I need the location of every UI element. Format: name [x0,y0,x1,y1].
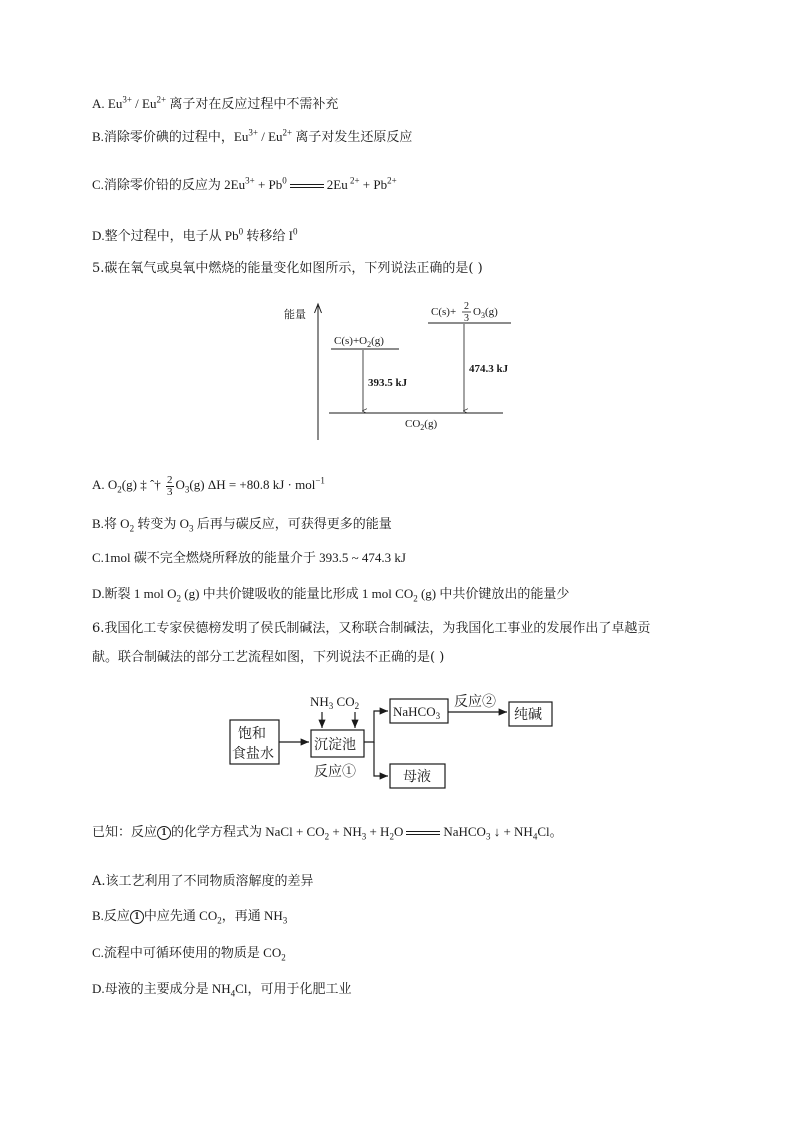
box-settling-tank [311,730,364,757]
q5-option-a: A. $O_2(g)$ ‡ ˆ† $\frac{2}{3}$ $O_3(g) \Delta H = +80.8$ kJ · mol$^{-1}$ [92,473,325,498]
label-reaction-1: 反应① [314,765,356,780]
box-mother-liquor [390,764,445,788]
label-c-o3: C(s)+ [431,306,457,318]
q6-option-b: B.反应 1 中应先通 $CO_2$，再通 $NH_3$ [92,908,288,926]
equals-arrow [290,184,324,188]
q4-option-c: C.消除零价铅的反应为 $2Eu^{3+} + Pb^0$ 2Eu $^{2+} + Pb^{2+}$ [92,175,397,192]
label-474: 474.3 kJ [469,363,509,375]
q5-option-b: B.将 $O_2$ 转变为 $O_3$ 后再与碳反应，可获得更多的能量 [92,516,392,534]
q6-option-a: A.该工艺利用了不同物质溶解度的差异 [92,874,314,889]
label-nh3-co2: $NH_3$ $CO_2$ [310,694,360,711]
svg-text:母液: 母液 [403,770,431,785]
energy-axis-label: 能量 [284,309,306,321]
svg-text:食盐水: 食盐水 [232,747,274,762]
circled-one-icon: 1 [157,826,171,840]
q6-stem-line2: 献。联合制碱法的部分工艺流程如图，下列说法不正确的是( ) [92,650,445,665]
circled-one-icon: 1 [130,910,144,924]
q5-option-d: D.断裂 1 mol $O_2$ (g) 中共价键吸收的能量比形成 1 mol $CO_2$ (g) 中共价键放出的能量少 [92,586,570,604]
q4-option-a: A. $Eu^{3+} / Eu^{2+}$ 离子对在反应过程中不需补充 [92,94,339,111]
box-brine [230,720,279,764]
svg-text:饱和: 饱和 [238,727,266,742]
q4-option-b: B.消除零价碘的过程中，$Eu^{3+} / Eu^{2+}$ 离子对发生还原反应 [92,127,413,144]
arrow-tank-to-mother [374,742,388,776]
label-c-o3-tail: $O_3(g)$ [473,306,498,320]
svg-text:沉淀池: 沉淀池 [314,738,356,753]
arrow-tank-to-nahco3 [364,711,388,742]
box-nahco3 [390,699,448,723]
label-c-o3-frac-den: 3 [464,313,469,324]
q5-option-c: C.1mol 碳不完全燃烧所释放的能量介于 393.5 ~ 474.3 kJ [92,550,406,565]
q4-option-d: D.整个过程中，电子从 Pb$^0$ 转移给 $I^0$ [92,226,298,243]
svg-text:纯碱: 纯碱 [514,708,542,723]
q6-known-equation: 已知：反应 1 的化学方程式为 NaCl + $CO_2 + NH_3 + H_2O$ NaHCO$_3$ ↓ + $NH_4Cl$。 [92,824,563,842]
q6-option-c: C.流程中可循环使用的物质是 $CO_2$ [92,945,286,963]
label-reaction-2: 反应② [454,695,496,710]
q6-stem-line1: 6.我国化工专家侯德榜发明了侯氏制碱法，又称联合制碱法，为我国化工事业的发展作出了卓越贡 [92,621,651,636]
label-393: 393.5 kJ [368,377,408,389]
label-c-o2: $C(s)+O_2(g)$ [334,335,384,349]
label-co2: $CO_2(g)$ [405,418,438,432]
label-c-o3-frac-num: 2 [464,301,469,312]
svg-text:NaHCO3: NaHCO$_3$ [393,704,441,721]
fraction-two-thirds: $\frac{2}{3}$ [167,473,173,498]
equals-arrow [406,831,440,835]
q5-stem: 5.碳在氧气或臭氧中燃烧的能量变化如图所示，下列说法正确的是( ) [92,261,483,276]
box-soda-ash [509,702,552,726]
q6-option-d: D.母液的主要成分是 $NH_4Cl$，可用于化肥工业 [92,981,352,999]
